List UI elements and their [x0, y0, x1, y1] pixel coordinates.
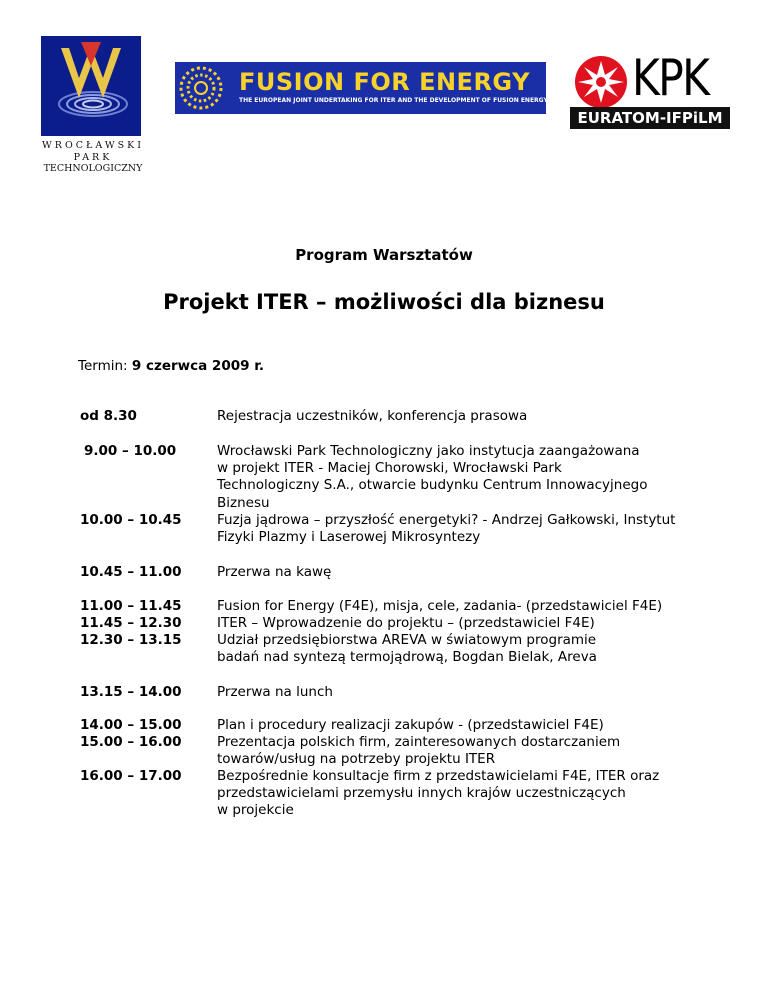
- schedule-time: 10.00 – 10.45: [80, 512, 182, 528]
- schedule-line: ITER – Wprowadzenie do projektu – (przedstawiciel F4E): [217, 615, 595, 631]
- schedule-line: Przerwa na lunch: [217, 684, 333, 700]
- wpt-line3: TECHNOLOGICZNY: [43, 163, 143, 174]
- wpt-emblem-icon: [41, 36, 141, 136]
- schedule-line: Rejestracja uczestników, konferencja prasowa: [217, 408, 528, 424]
- kpk-starburst-icon: [572, 55, 630, 113]
- schedule-line: towarów/usług na potrzeby projektu ITER: [217, 751, 496, 767]
- schedule-line: Bezpośrednie konsultacje firm z przedstawicielami F4E, ITER oraz: [217, 768, 660, 784]
- schedule-line: w projekcie: [217, 802, 294, 818]
- schedule-time: 12.30 – 13.15: [80, 632, 182, 648]
- date-line: [78, 358, 264, 374]
- schedule-line: w projekt ITER - Maciej Chorowski, Wrocławski Park: [217, 460, 562, 476]
- wpt-logo: [26, 22, 160, 174]
- kpk-bar: [570, 107, 730, 129]
- date-value: 9 czerwca 2009 r.: [131, 358, 265, 374]
- wpt-line2: PARK: [73, 152, 113, 163]
- schedule-line: Biznesu: [217, 495, 270, 511]
- schedule-line: Plan i procedury realizacji zakupów - (przedstawiciel F4E): [217, 717, 604, 733]
- kpk-logo: [570, 49, 730, 130]
- schedule-time: 10.45 – 11.00: [80, 564, 182, 580]
- schedule-line: Prezentacja polskich firm, zainteresowanych dostarczaniem: [217, 734, 621, 750]
- f4e-subtitle: THE EUROPEAN JOINT UNDERTAKING FOR ITER AND THE DEVELOPMENT OF FUSION ENERGY: [239, 97, 548, 104]
- kpk-subtitle: EURATOM-IFPiLM: [577, 109, 723, 127]
- page-title: Projekt ITER – możliwości dla biznesu: [163, 290, 605, 314]
- schedule-line: Fizyki Plazmy i Laserowej Mikrosyntezy: [217, 529, 481, 545]
- schedule-line: Przerwa na kawę: [217, 564, 332, 580]
- f4e-logo: [175, 62, 546, 114]
- f4e-title: FUSION FOR ENERGY: [239, 68, 530, 96]
- schedule-line: Fusion for Energy (F4E), misja, cele, zadania- (przedstawiciel F4E): [217, 598, 663, 614]
- schedule-time: 11.45 – 12.30: [80, 615, 182, 631]
- date-label: Termin:: [78, 358, 128, 374]
- schedule-line: przedstawicielami przemysłu innych krajów uczestniczących: [217, 785, 626, 801]
- schedule-time: 9.00 – 10.00: [84, 443, 177, 459]
- schedule-line: Technologiczny S.A., otwarcie budynku Centrum Innowacyjnego: [217, 477, 648, 493]
- program-heading: Program Warsztatów: [295, 246, 473, 264]
- f4e-star-circle-icon: [179, 66, 223, 114]
- schedule-time: 15.00 – 16.00: [80, 734, 182, 750]
- wpt-line1: WROCŁAWSKI: [42, 140, 144, 151]
- schedule-line: Wrocławski Park Technologiczny jako instytucja zaangażowana: [217, 443, 640, 459]
- schedule-line: Udział przedsiębiorstwa AREVA w światowym programie: [217, 632, 597, 648]
- schedule-time: 13.15 – 14.00: [80, 684, 182, 700]
- schedule-time: od 8.30: [80, 408, 137, 424]
- schedule-time: 16.00 – 17.00: [80, 768, 182, 784]
- schedule-time: 14.00 – 15.00: [80, 717, 182, 733]
- schedule-line: badań nad syntezą termojądrową, Bogdan Bielak, Areva: [217, 649, 597, 665]
- schedule-time: 11.00 – 11.45: [80, 598, 182, 614]
- kpk-title: KPK: [632, 49, 709, 107]
- schedule-line: Fuzja jądrowa – przyszłość energetyki? - Andrzej Gałkowski, Instytut: [217, 512, 676, 528]
